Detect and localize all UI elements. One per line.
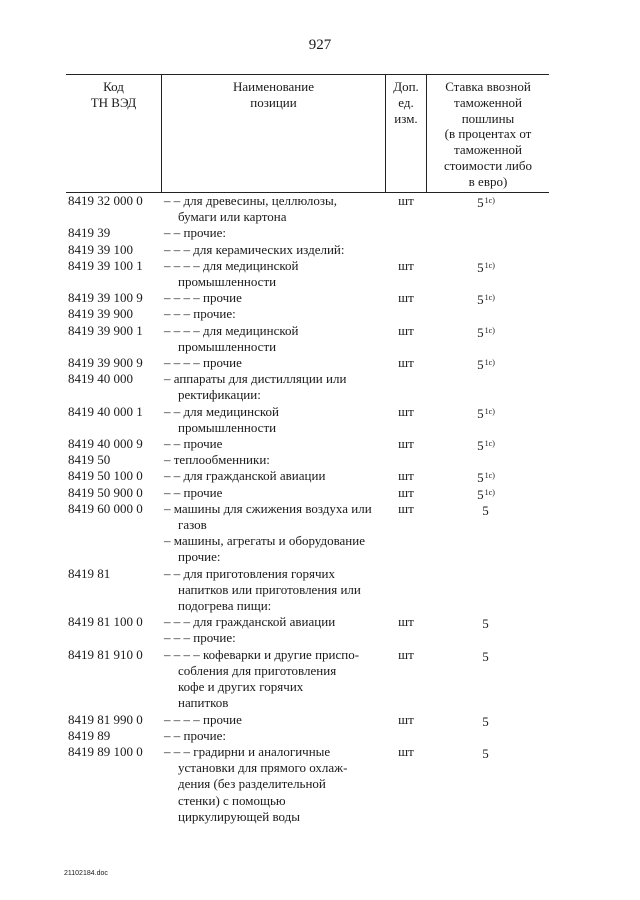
hs-code: 8419 39 100 [68,241,133,257]
position-name [164,193,386,225]
header-divider [385,74,386,192]
position-name-line: промышленности [178,338,277,354]
position-name-line: – теплообменники: [164,452,270,468]
table-row [66,614,549,630]
table-row [66,630,549,646]
position-name [164,290,386,306]
hs-code: 8419 39 100 1 [68,257,143,273]
position-name-line: собления для приготовления [178,662,337,678]
table-row [66,371,549,403]
table-row [66,242,549,258]
hs-code: 8419 50 100 0 [68,468,143,484]
hs-code: 8419 32 000 0 [68,193,143,208]
header-code: Код ТН ВЭД [90,79,137,110]
position-name-line: подогрева пищи: [178,598,272,614]
position-name-line: газов [178,517,207,533]
hs-code: 8419 81 990 0 [68,711,143,727]
duty-rate-note: 1с) [484,293,495,303]
position-name-line: – – – градирни и аналогичные [164,743,331,759]
table-row [66,485,549,501]
position-name-line: промышленности [178,274,277,290]
position-name [164,647,386,712]
position-name-line: напитков [178,695,229,711]
table-row [66,193,549,225]
position-name-line: – аппараты для дистилляции или [164,371,347,387]
position-name [164,371,386,403]
position-name-line: кофе и других горячих [178,679,304,695]
duty-rate-note: 1с) [484,471,495,481]
unit-of-measure: шт [398,257,414,273]
unit-of-measure: шт [398,436,414,452]
position-name [164,630,386,646]
position-name-line: – – – прочие: [164,630,236,646]
table-body [66,193,549,825]
position-name-line: – – – для керамических изделий: [164,241,345,257]
position-name-line: – машины для сжижения воздуха или [164,500,372,516]
position-name-line: – – прочие [164,484,223,500]
position-name [164,728,386,744]
table-row [66,355,549,371]
header-divider [161,74,162,192]
duty-rate-value: 5 [477,292,484,308]
position-name-line: бумаги или картона [178,209,287,225]
hs-code: 8419 39 900 9 [68,355,143,371]
unit-of-measure: шт [398,646,414,662]
duty-rate [466,193,506,211]
position-name [164,712,386,728]
hs-code: 8419 81 [68,565,111,581]
position-name [164,225,386,241]
header-divider [426,74,427,192]
unit-of-measure: шт [398,484,414,500]
position-name-line: промышленности [178,419,277,435]
header-name: Наименование позиции [233,79,314,110]
table-row [66,647,549,712]
table-header [66,74,549,192]
position-name-line: – – – – прочие [164,711,242,727]
hs-code: 8419 40 000 9 [68,436,143,452]
header-rate: Ставка ввозной таможенной пошлины (в процентах от таможенной стоимости либо в евро) [443,79,532,189]
position-name-line: – – – – прочие [164,355,242,371]
duty-rate [466,744,506,762]
duty-rate-value: 5 [482,648,489,664]
hs-code: 8419 40 000 [68,371,133,387]
unit-of-measure: шт [398,614,414,630]
position-name [164,323,386,355]
position-name [164,533,386,565]
position-name-line: прочие: [178,549,221,565]
duty-rate-value: 5 [482,502,489,518]
position-name-line: напитков или приготовления или [178,581,361,597]
position-name-line: – – – для гражданской авиации [164,614,336,630]
table-row [66,744,549,825]
unit-of-measure: шт [398,290,414,306]
page-number: 927 [308,37,332,53]
hs-code: 8419 81 100 0 [68,614,143,630]
hs-code: 8419 89 100 0 [68,743,143,759]
duty-rate [466,258,506,276]
hs-code: 8419 89 [68,727,111,743]
hs-code: 8419 39 900 [68,306,133,322]
duty-rate-note: 1с) [484,325,495,335]
position-name [164,306,386,322]
position-name-line: – – – – для медицинской [164,322,299,338]
position-name-line: – – – прочие: [164,306,236,322]
position-name-line: – – прочие: [164,727,226,743]
hs-code: 8419 50 [68,452,111,468]
duty-rate [466,371,506,389]
position-name [164,452,386,468]
hs-code: 8419 40 000 1 [68,403,143,419]
position-name [164,566,386,615]
position-name-line: – – для гражданской авиации [164,468,326,484]
duty-rate-note: 1с) [484,260,495,270]
position-name [164,501,386,533]
duty-rate-value: 5 [482,745,489,761]
header-unit: Доп. ед. изм. [393,79,419,126]
position-name [164,485,386,501]
position-name-line: ректификации: [178,387,261,403]
table-row [66,306,549,322]
unit-of-measure: шт [398,322,414,338]
position-name-line: – – – – прочие [164,290,242,306]
duty-rate-note: 1с) [484,439,495,449]
duty-rate-note: 1с) [484,358,495,368]
duty-rate [466,404,506,422]
unit-of-measure: шт [398,193,414,208]
position-name-line: – – прочие [164,436,223,452]
duty-rate-value: 5 [477,470,484,486]
hs-code: 8419 39 [68,225,111,241]
position-name-line: – – – – кофеварки и другие приспо- [164,646,360,662]
position-name [164,614,386,630]
duty-rate [466,566,506,584]
duty-rate-value: 5 [477,259,484,275]
table-row [66,501,549,533]
file-name-footer: 21102184.doc [64,870,108,877]
position-name [164,744,386,825]
position-name-line: дения (без разделительной [178,776,326,792]
unit-of-measure: шт [398,743,414,759]
hs-code: 8419 39 900 1 [68,322,143,338]
table-row [66,323,549,355]
duty-rate-value: 5 [477,438,484,454]
table-row [66,436,549,452]
unit-of-measure: шт [398,711,414,727]
position-name-line: – – для древесины, целлюлозы, [164,193,337,208]
position-name-line: установки для прямого охлаж- [178,760,348,776]
position-name-line: – – для медицинской [164,403,279,419]
duty-rate-note: 1с) [484,406,495,416]
duty-rate-value: 5 [477,324,484,340]
table-row [66,290,549,306]
duty-rate [466,533,506,551]
table-row [66,712,549,728]
position-name-line: циркулирующей воды [178,808,300,824]
duty-rate-value: 5 [477,405,484,421]
table-row [66,566,549,615]
duty-rate [466,501,506,519]
duty-rate [466,323,506,341]
table-row [66,258,549,290]
position-name [164,258,386,290]
table-row [66,225,549,241]
position-name [164,355,386,371]
position-name-line: – машины, агрегаты и оборудование [164,533,365,549]
position-name [164,436,386,452]
hs-code: 8419 39 100 9 [68,290,143,306]
hs-code: 8419 50 900 0 [68,484,143,500]
duty-rate-note: 1с) [484,196,495,205]
table-row [66,452,549,468]
table-row [66,533,549,565]
unit-of-measure: шт [398,468,414,484]
position-name-line: – – для приготовления горячих [164,565,335,581]
unit-of-measure: шт [398,355,414,371]
table-row [66,404,549,436]
position-name [164,404,386,436]
duty-rate-note: 1с) [484,487,495,497]
table-row [66,728,549,744]
duty-rate-value: 5 [477,486,484,502]
duty-rate-value: 5 [477,195,484,210]
position-name-line: – – – – для медицинской [164,257,299,273]
duty-rate [466,647,506,665]
duty-rate-value: 5 [482,616,489,632]
position-name [164,468,386,484]
duty-rate-value: 5 [482,713,489,729]
hs-code: 8419 60 000 0 [68,500,143,516]
hs-code: 8419 81 910 0 [68,646,143,662]
position-name-line: стенки) с помощью [178,792,286,808]
position-name [164,242,386,258]
duty-rate-value: 5 [477,357,484,373]
unit-of-measure: шт [398,500,414,516]
unit-of-measure: шт [398,403,414,419]
table-row [66,468,549,484]
position-name-line: – – прочие: [164,225,226,241]
